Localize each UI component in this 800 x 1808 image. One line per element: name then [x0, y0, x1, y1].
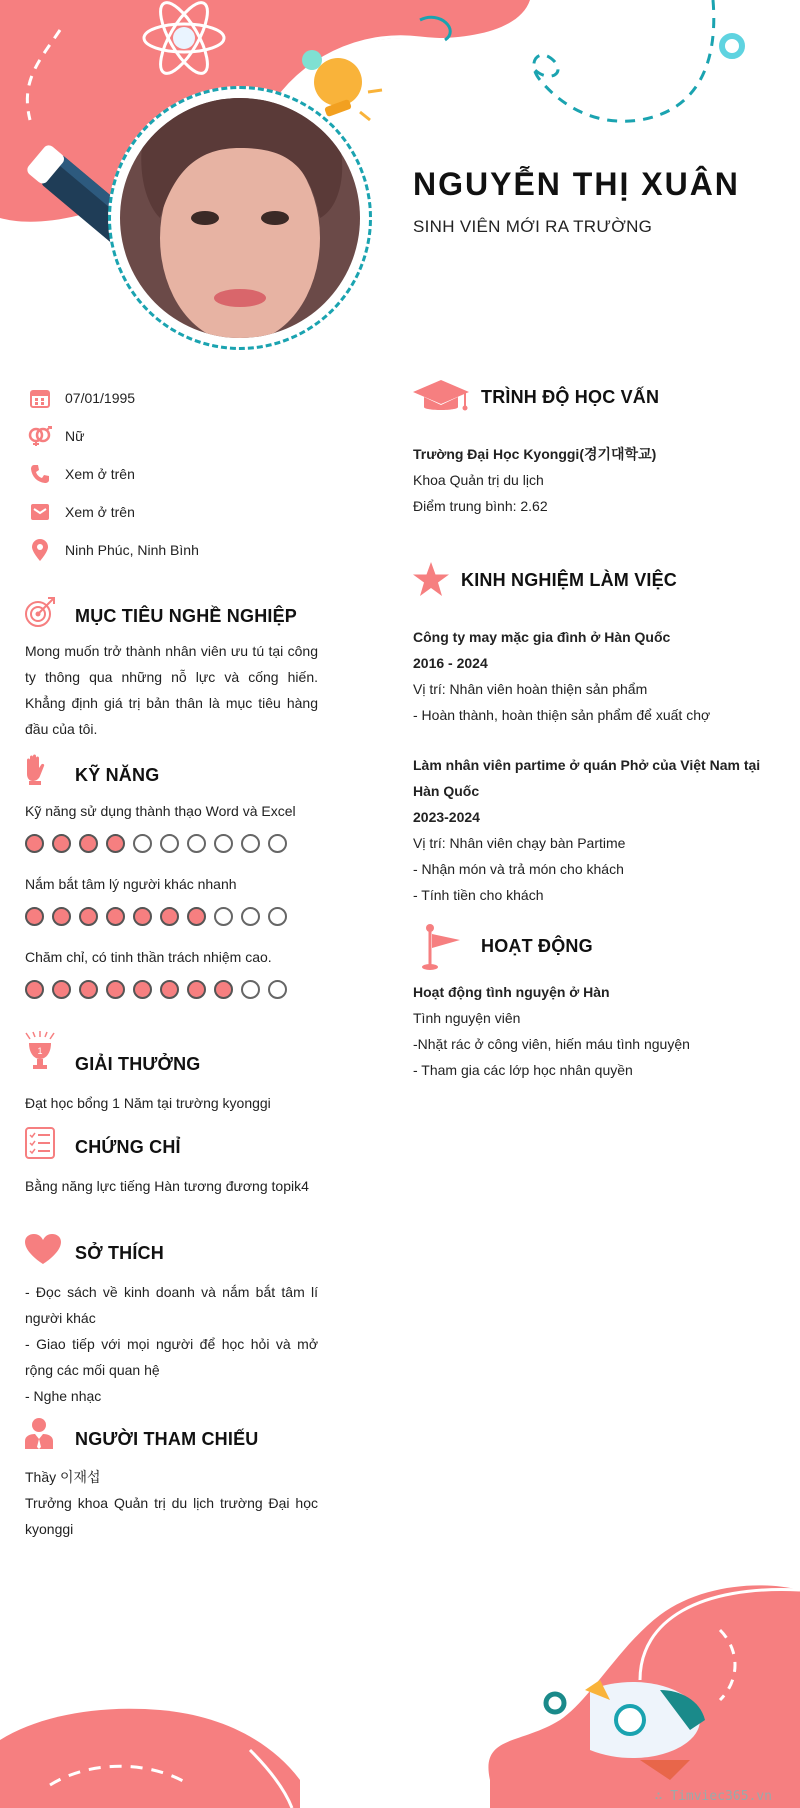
rating-dot-filled [106, 907, 125, 926]
gender-icon [28, 424, 52, 448]
rating-dot-filled [79, 907, 98, 926]
objective-title: MỤC TIÊU NGHỀ NGHIỆP [75, 606, 298, 626]
rating-dot-empty [214, 907, 233, 926]
objective-text: Mong muốn trở thành nhân viên ưu tú tại công ty thông qua những nỗ lực và cống hiến. Khẳng định giá trị bản thân là mục tiêu hàng đầu của tôi. [25, 643, 318, 737]
candidate-role: SINH VIÊN MỚI RA TRƯỜNG [413, 217, 653, 236]
star-icon [413, 562, 449, 601]
rating-dot-filled [133, 980, 152, 999]
hand-icon [24, 754, 48, 791]
contact-gender [28, 424, 84, 448]
svg-text:1: 1 [37, 1046, 43, 1056]
email-icon [28, 500, 52, 524]
target-icon [24, 596, 56, 633]
references-list [25, 1464, 318, 1542]
job-company: Công ty may mặc gia đình ở Hàn Quốc [413, 629, 671, 645]
profile-photo-frame [108, 86, 372, 350]
hobby-item: - Nghe nhạc [25, 1388, 102, 1404]
activities-list [413, 979, 783, 1083]
rating-dot-empty [241, 834, 260, 853]
reference-name: Thầy 이재섭 [25, 1469, 101, 1485]
experience-list [413, 624, 783, 908]
rating-dot-filled [160, 907, 179, 926]
checklist-icon [25, 1127, 55, 1164]
rating-dot-filled [79, 834, 98, 853]
rating-dot-filled [214, 980, 233, 999]
flag-icon [422, 924, 462, 975]
skill-rating [25, 834, 287, 853]
graduation-cap-icon [413, 380, 469, 419]
activity-detail: -Nhặt rác ở công viên, hiến máu tình nguyện [413, 1036, 690, 1052]
education-details [413, 441, 783, 519]
profile-photo [120, 98, 360, 338]
rating-dot-filled [25, 907, 44, 926]
rating-dot-filled [52, 907, 71, 926]
job-period: 2023-2024 [413, 809, 480, 825]
watermark-text: Timviec365.vn [670, 1789, 772, 1804]
rating-dot-filled [187, 980, 206, 999]
rating-dot-empty [268, 834, 287, 853]
hobbies-title: SỞ THÍCH [75, 1243, 164, 1263]
phone-icon [28, 462, 52, 486]
watermark: ∴ Timviec365.vn [654, 1789, 772, 1804]
references-title: NGƯỜI THAM CHIẾU [75, 1429, 259, 1449]
gender-text: Nữ [65, 428, 85, 444]
awards-title: GIẢI THƯỞNG [75, 1054, 201, 1074]
contact-address [28, 538, 199, 562]
rating-dot-empty [268, 980, 287, 999]
rating-dot-empty [187, 834, 206, 853]
person-icon [25, 1417, 53, 1454]
gpa: Điểm trung bình: 2.62 [413, 498, 548, 514]
rating-dot-empty [214, 834, 233, 853]
hobby-item: - Giao tiếp với mọi người để học hỏi và mở rộng các mối quan hệ [25, 1336, 318, 1378]
job-entry [413, 624, 783, 728]
activity-detail: Tình nguyện viên [413, 1010, 521, 1026]
rating-dot-empty [268, 907, 287, 926]
hobby-item: - Đọc sách về kinh doanh và nắm bắt tâm lí người khác [25, 1284, 318, 1326]
location-pin-icon [28, 538, 52, 562]
job-entry [413, 752, 783, 908]
job-detail: Vị trí: Nhân viên chạy bàn Partime [413, 835, 626, 851]
rating-dot-filled [52, 834, 71, 853]
address-text: Ninh Phúc, Ninh Bình [65, 542, 199, 558]
school-name: Trường Đại Học Kyonggi(경기대학교) [413, 446, 657, 462]
rating-dot-empty [160, 834, 179, 853]
contact-dob [28, 386, 135, 410]
rating-dot-empty [241, 907, 260, 926]
reference-title: Trưởng khoa Quản trị du lịch trường Đại học kyonggi [25, 1495, 318, 1537]
awards-text: Đạt học bổng 1 Năm tại trường kyonggi [25, 1095, 271, 1111]
rating-dot-filled [133, 907, 152, 926]
certificates-text: Bằng năng lực tiếng Hàn tương đương topik4 [25, 1178, 309, 1194]
activity-detail: - Tham gia các lớp học nhân quyền [413, 1062, 633, 1078]
candidate-name: NGUYỄN THỊ XUÂN [413, 166, 740, 202]
contact-phone [28, 462, 135, 486]
activities-title: HOẠT ĐỘNG [481, 936, 593, 956]
calendar-icon [28, 386, 52, 410]
job-company: Làm nhân viên partime ở quán Phở của Việt Nam tại Hàn Quốc [413, 757, 761, 799]
rating-dot-filled [187, 907, 206, 926]
rating-dot-filled [106, 834, 125, 853]
trophy-icon [24, 1031, 56, 1076]
job-detail: Vị trí: Nhân viên hoàn thiện sản phẩm [413, 681, 648, 697]
faculty: Khoa Quản trị du lịch [413, 472, 544, 488]
phone-text: Xem ở trên [65, 466, 135, 482]
education-title: TRÌNH ĐỘ HỌC VẤN [481, 387, 660, 407]
skills-title: KỸ NĂNG [75, 765, 160, 785]
skill-rating [25, 980, 287, 999]
heart-icon [24, 1233, 62, 1270]
skill-label: Nắm bắt tâm lý người khác nhanh [25, 876, 237, 892]
rating-dot-filled [160, 980, 179, 999]
hobbies-list [25, 1279, 318, 1409]
job-detail: - Hoàn thành, hoàn thiện sản phẩm để xuất chợ [413, 707, 711, 723]
job-detail: - Nhận món và trả món cho khách [413, 861, 624, 877]
email-text: Xem ở trên [65, 504, 135, 520]
rating-dot-filled [79, 980, 98, 999]
rating-dot-filled [25, 834, 44, 853]
rating-dot-empty [241, 980, 260, 999]
contact-email [28, 500, 135, 524]
skill-label: Chăm chỉ, có tinh thần trách nhiệm cao. [25, 949, 272, 965]
skill-label: Kỹ năng sử dụng thành thạo Word và Excel [25, 803, 296, 819]
skill-rating [25, 907, 287, 926]
rating-dot-filled [106, 980, 125, 999]
experience-title: KINH NGHIỆM LÀM VIỆC [461, 570, 678, 590]
activity-heading: Hoạt động tình nguyện ở Hàn [413, 984, 610, 1000]
job-detail: - Tính tiền cho khách [413, 887, 544, 903]
certificates-title: CHỨNG CHỈ [75, 1137, 181, 1157]
rating-dot-filled [25, 980, 44, 999]
dob-text: 07/01/1995 [65, 390, 136, 406]
job-period: 2016 - 2024 [413, 655, 488, 671]
rating-dot-filled [52, 980, 71, 999]
rating-dot-empty [133, 834, 152, 853]
